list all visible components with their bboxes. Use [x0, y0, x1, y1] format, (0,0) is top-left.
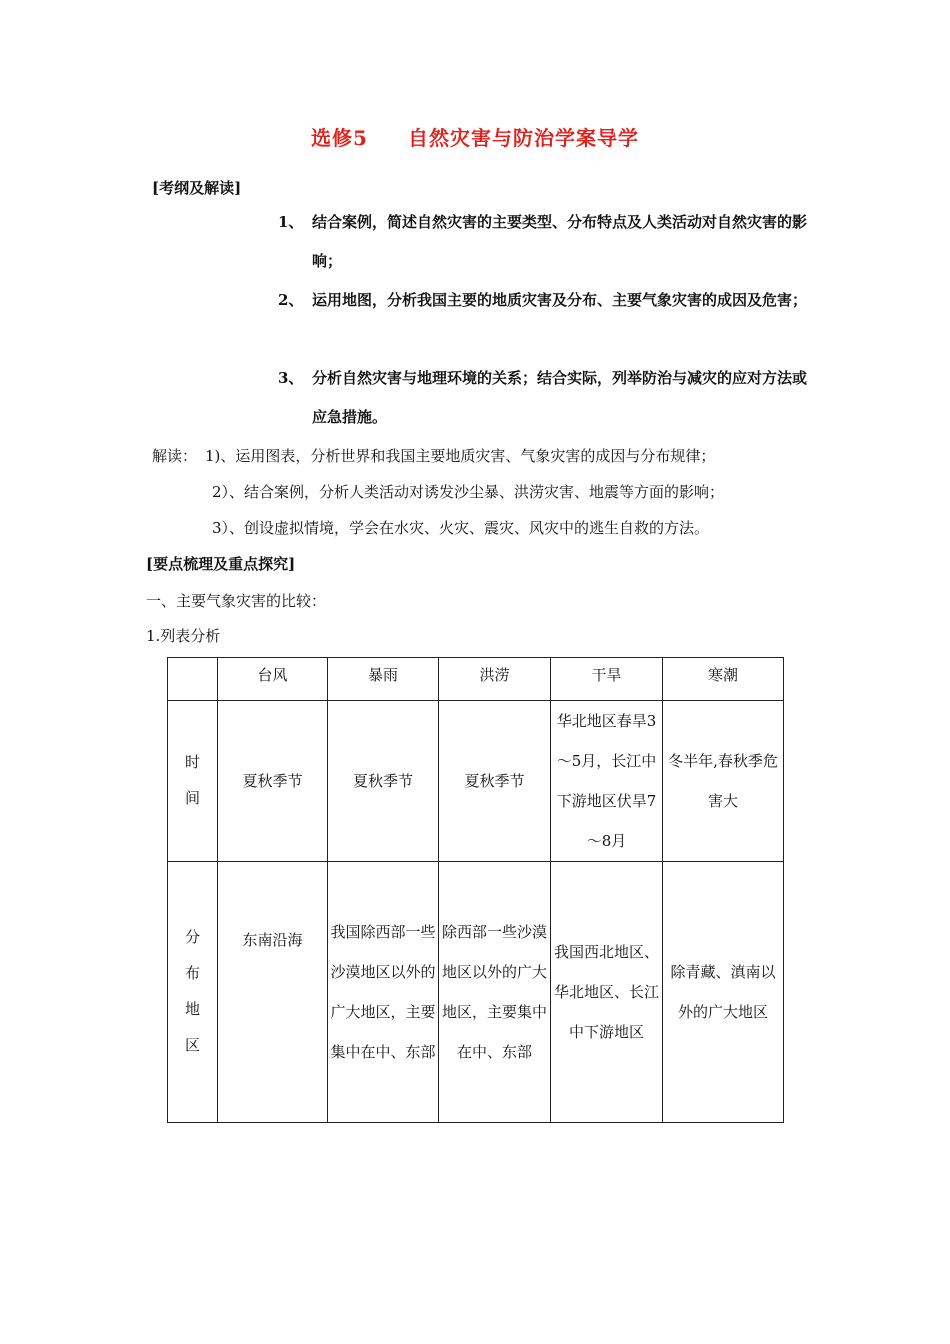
objective-item-3: [278, 359, 818, 437]
table-row: [168, 862, 784, 1123]
interpretation-line-1: [152, 445, 715, 466]
row-label: 时间: [184, 753, 200, 807]
table-cell: 华北地区春旱3～5月，长江中下游地区伏旱7～8月: [551, 701, 663, 862]
table-cell: 夏秋季节: [218, 701, 328, 862]
disaster-comparison-table: [167, 657, 784, 1123]
objective-item-1: [278, 203, 818, 281]
interpretation-line-2: 2）、结合案例，分析人类活动对诱发沙尘暴、洪涝灾害、地震等方面的影响；: [212, 483, 725, 501]
table-cell: 我国西北地区、华北地区、长江中下游地区: [551, 862, 663, 1123]
objective-number: 3、: [278, 369, 304, 387]
table-cell: 夏秋季节: [439, 701, 551, 862]
table-header-cell: 洪涝: [439, 658, 551, 701]
objective-number: 2、: [278, 291, 304, 309]
table-cell: 冬半年,春秋季危害大: [663, 701, 784, 862]
row-label: 分布地区: [184, 928, 200, 1054]
section-heading-key-points: [要点梳理及重点探究]: [146, 555, 296, 573]
table-cell: 除青藏、滇南以外的广大地区: [663, 862, 784, 1123]
table-cell: 我国除西部一些沙漠地区以外的广大地区，主要集中在中、东部: [328, 862, 439, 1123]
row-label-cell: [168, 862, 218, 1123]
subheading-weather-disasters: 一、主要气象灾害的比较：: [146, 592, 327, 610]
objective-text: 结合案例，简述自然灾害的主要类型、分布特点及人类活动对自然灾害的影响；: [312, 213, 808, 270]
row-label-cell: [168, 701, 218, 862]
subheading-table-analysis: 1.列表分析: [146, 627, 221, 645]
table-row: [168, 701, 784, 862]
interpretation-label: 解读：: [152, 447, 198, 465]
objective-number: 1、: [278, 213, 304, 231]
table-header-cell: [168, 658, 218, 701]
table-cell: 东南沿海: [218, 862, 328, 1123]
table-cell: 除西部一些沙漠地区以外的广大地区，主要集中在中、东部: [439, 862, 551, 1123]
objective-text: 分析自然灾害与地理环境的关系；结合实际，列举防治与减灾的应对方法或应急措施。: [312, 369, 808, 426]
objective-item-2: [278, 281, 818, 320]
title-part1: 选修5: [311, 126, 368, 150]
interpretation-line-3: 3）、创设虚拟情境，学会在水灾、火灾、震灾、风灾中的逃生自救的方法。: [212, 519, 710, 537]
table-header-cell: 暴雨: [328, 658, 439, 701]
section-heading-syllabus: [考纲及解读]: [152, 179, 242, 197]
table-header-cell: 干旱: [551, 658, 663, 701]
page-title: [0, 122, 950, 151]
table-header-cell: 台风: [218, 658, 328, 701]
table-header-cell: 寒潮: [663, 658, 784, 701]
title-part2: 自然灾害与防治学案导学: [407, 126, 639, 150]
objective-text: 运用地图，分析我国主要的地质灾害及分布、主要气象灾害的成因及危害；: [312, 291, 808, 309]
table-header-row: [168, 658, 784, 701]
interpretation-text: 1)、运用图表，分析世界和我国主要地质灾害、气象灾害的成因与分布规律；: [205, 447, 716, 465]
table-cell: 夏秋季节: [328, 701, 439, 862]
